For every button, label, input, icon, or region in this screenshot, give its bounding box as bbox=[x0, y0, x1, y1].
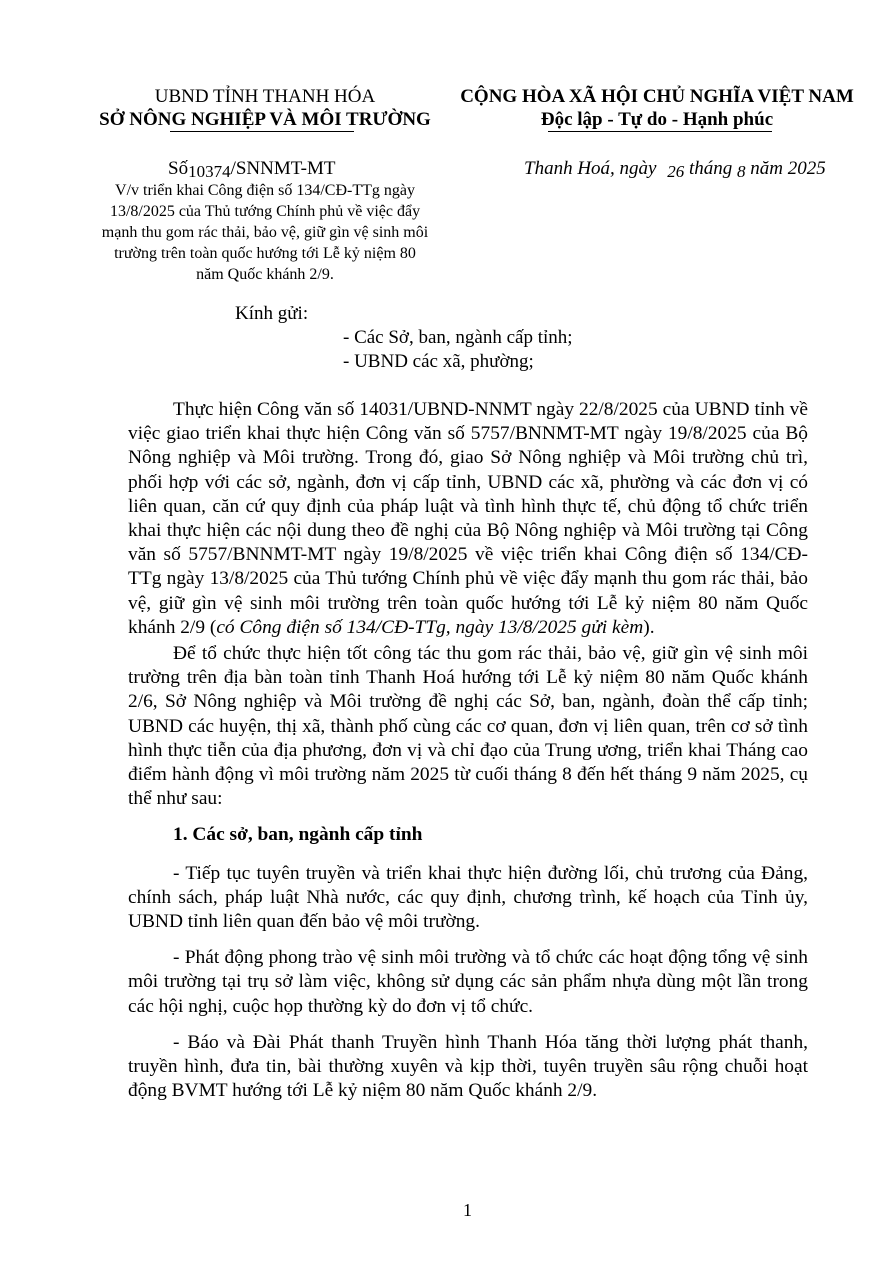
recipient-item: - UBND các xã, phường; bbox=[343, 351, 534, 372]
motto-underline bbox=[548, 131, 772, 132]
body-paragraph bbox=[128, 398, 808, 640]
subject-line: năm Quốc khánh 2/9. bbox=[196, 266, 334, 283]
bullet-item: - Báo và Đài Phát thanh Truyền hình Thanh Hóa tăng thời lượng phát thanh, truyền hình, đưa tin, bài thường xuyên và kịp thời, tuyên truyền sâu rộng chuỗi hoạt động BVMT hướng tới Lễ kỷ niệm 80 năm Quốc khánh 2/9. bbox=[128, 1031, 808, 1102]
issuing-department: SỞ NÔNG NGHIỆP VÀ MÔI TRƯỜNG bbox=[99, 109, 431, 130]
date-prefix: Thanh Hoá, ngày bbox=[524, 158, 657, 179]
recipient-item: - Các Sở, ban, ngành cấp tỉnh; bbox=[343, 327, 573, 348]
national-motto: Độc lập - Tự do - Hạnh phúc bbox=[540, 109, 774, 130]
bullet-item: - Tiếp tục tuyên truyền và triển khai thực hiện đường lối, chủ trương của Đảng, chính sách, pháp luật Nhà nước, các quy định, chương trình, kế hoạch của Tỉnh ủy, UBND tỉnh liên quan đến bảo vệ môi trường. bbox=[128, 862, 808, 933]
paragraph-text: Thực hiện Công văn số 14031/UBND-NNMT ngày 22/8/2025 của UBND tỉnh về việc giao triển khai thực hiện Công văn số 5757/BNNMT-MT ngày 19/8/2025 của Bộ Nông nghiệp và Môi trường. Trong đó, giao Sở Nông nghiệp và Môi trường chủ trì, phối hợp với các sở, ngành, đơn vị cấp tỉnh, UBND các xã, phường và các đơn vị có liên quan, căn cứ quy định của pháp luật và tình hình thực tế, chủ động tổ chức triển khai thực hiện các nội dung theo đề nghị của Bộ Nông nghiệp và Môi trường tại Công văn số 5757/BNNMT-MT ngày 19/8/2025 về việc triển khai Công điện số 134/CĐ-TTg ngày 13/8/2025 của Thủ tướng Chính phủ về việc đẩy mạnh thu gom rác thải, bảo vệ, giữ gìn vệ sinh môi trường trên toàn quốc hướng tới Lễ kỷ niệm 80 năm Quốc khánh 2/9 ( bbox=[128, 399, 808, 638]
document-number-suffix: /SNNMT-MT bbox=[230, 158, 336, 179]
national-title: CỘNG HÒA XÃ HỘI CHỦ NGHĨA VIỆT NAM bbox=[460, 86, 854, 107]
body-paragraph: Để tổ chức thực hiện tốt công tác thu gom rác thải, bảo vệ, giữ gìn vệ sinh môi trường trên địa bàn toàn tỉnh Thanh Hoá hướng tới Lễ kỷ niệm 80 năm Quốc khánh 2/6, Sở Nông nghiệp và Môi trường đề nghị các Sở, ban, ngành, đoàn thể cấp tỉnh; UBND các huyện, thị xã, thành phố cùng các cơ quan, đơn vị liên quan, trên cơ sở tình hình thực tiễn của địa phương, đơn vị và chỉ đạo của Trung ương, triển khai Tháng cao điểm hành động vì môi trường năm 2025 từ cuối tháng 8 đến hết tháng 9 năm 2025, cụ thể như sau: bbox=[128, 643, 808, 810]
document-number bbox=[168, 157, 335, 181]
date-month: 8 bbox=[737, 162, 746, 181]
date-year: năm 2025 bbox=[750, 158, 826, 179]
document-body bbox=[128, 398, 808, 1103]
date-day: 26 bbox=[667, 162, 685, 181]
page-number: 1 bbox=[463, 1200, 472, 1220]
issuing-authority: UBND TỈNH THANH HÓA bbox=[154, 86, 376, 107]
date-month-word: tháng bbox=[688, 158, 733, 179]
document-number-prefix: Số bbox=[168, 158, 189, 179]
section-heading: 1. Các sở, ban, ngành cấp tỉnh bbox=[173, 824, 423, 846]
document-number-value: 10374 bbox=[188, 162, 231, 181]
recipients-greeting: Kính gửi: bbox=[235, 303, 309, 324]
subject-line: trường trên toàn quốc hướng tới Lễ kỷ niệm 80 bbox=[114, 245, 416, 262]
subject-line: mạnh thu gom rác thải, bảo vệ, giữ gìn vệ sinh môi bbox=[101, 224, 429, 241]
bullet-item: - Phát động phong trào vệ sinh môi trường và tổ chức các hoạt động tổng vệ sinh môi trường tại trụ sở làm việc, không sử dụng các sản phẩm nhựa dùng một lần trong các hội nghị, cuộc họp thường kỳ do đơn vị tổ chức. bbox=[128, 947, 808, 1017]
subject-line: V/v triển khai Công điện số 134/CĐ-TTg ngày bbox=[115, 182, 415, 199]
paragraph-end: ). bbox=[643, 616, 655, 638]
document-subject bbox=[60, 180, 470, 285]
date-line bbox=[524, 157, 826, 181]
subject-line: 13/8/2025 của Thủ tướng Chính phủ về việc đẩy bbox=[109, 203, 421, 220]
department-underline bbox=[170, 131, 354, 132]
attachment-note: có Công điện số 134/CĐ-TTg, ngày 13/8/2025 gửi kèm bbox=[216, 616, 644, 638]
